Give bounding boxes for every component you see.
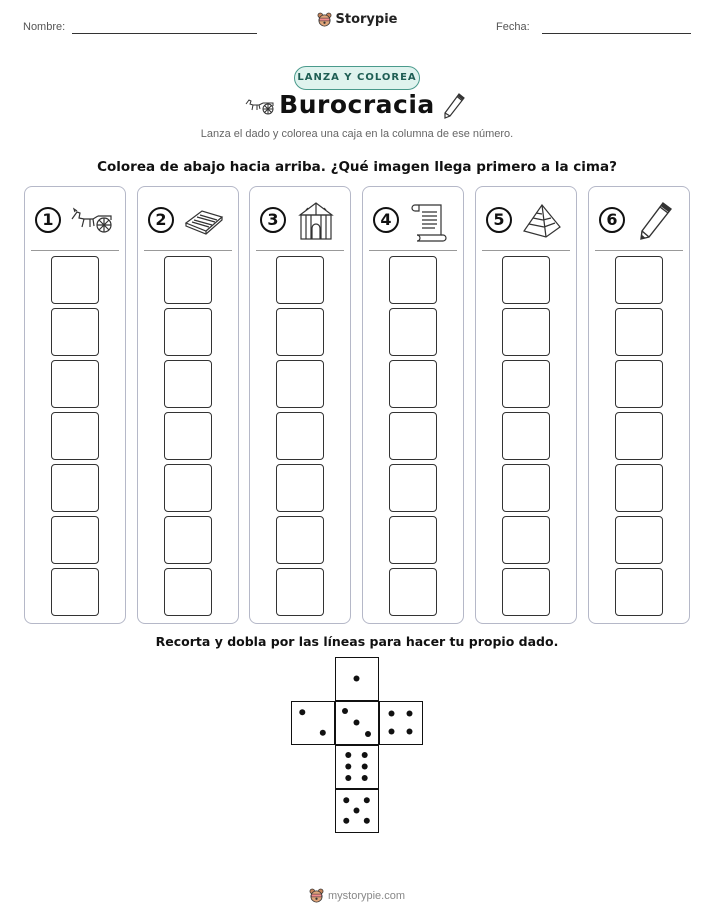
- color-box[interactable]: [51, 360, 99, 408]
- die-face-6: [335, 745, 379, 789]
- pencil-icon: [633, 199, 677, 243]
- color-box[interactable]: [164, 412, 212, 460]
- die-pip: [365, 731, 371, 737]
- column-divider: [31, 250, 119, 251]
- die-face-4: [379, 701, 423, 745]
- color-box[interactable]: [389, 464, 437, 512]
- color-box[interactable]: [51, 256, 99, 304]
- die-pip: [354, 676, 360, 682]
- color-box[interactable]: [502, 360, 550, 408]
- color-box[interactable]: [276, 308, 324, 356]
- color-box[interactable]: [502, 568, 550, 616]
- name-label: Nombre:: [23, 21, 66, 33]
- footer-url: mystorypie.com: [327, 889, 406, 902]
- die-pip: [345, 752, 351, 758]
- die-face-1: [335, 657, 379, 701]
- horse-chariot-icon: [69, 199, 113, 243]
- column-divider: [595, 250, 683, 251]
- color-box[interactable]: [389, 360, 437, 408]
- die-pip: [342, 708, 348, 714]
- column-6: [588, 186, 690, 624]
- color-box[interactable]: [51, 516, 99, 564]
- die-pip: [407, 729, 413, 735]
- die-pip: [389, 711, 395, 717]
- date-line[interactable]: [542, 33, 691, 34]
- column-divider: [482, 250, 570, 251]
- color-box[interactable]: [502, 256, 550, 304]
- color-box[interactable]: [276, 256, 324, 304]
- column-number: 3: [260, 207, 286, 233]
- die-pip: [354, 720, 360, 726]
- color-box[interactable]: [389, 568, 437, 616]
- die-pip: [343, 818, 349, 824]
- column-number: 1: [35, 207, 61, 233]
- column-number: 6: [599, 207, 625, 233]
- die-face-3: [335, 701, 379, 745]
- bear-logo-icon: [309, 888, 324, 903]
- die-pip: [320, 730, 326, 736]
- column-5: [475, 186, 577, 624]
- die-pip: [362, 775, 368, 781]
- die-pip: [354, 808, 360, 814]
- die-pip: [345, 775, 351, 781]
- column-3: [249, 186, 351, 624]
- die-pip: [364, 797, 370, 803]
- date-label: Fecha:: [496, 21, 530, 33]
- brand-name: Storypie: [335, 12, 398, 27]
- scroll-icon: [407, 199, 451, 243]
- die-pip: [362, 764, 368, 770]
- die-face-2: [291, 701, 335, 745]
- color-box[interactable]: [51, 412, 99, 460]
- color-box[interactable]: [389, 256, 437, 304]
- column-4: [362, 186, 464, 624]
- color-box[interactable]: [502, 516, 550, 564]
- brand: [0, 12, 714, 32]
- instruction-text: Colorea de abajo hacia arriba. ¿Qué imagen llega primero a la cima?: [97, 159, 617, 175]
- color-box[interactable]: [164, 308, 212, 356]
- color-box[interactable]: [615, 308, 663, 356]
- color-box[interactable]: [615, 464, 663, 512]
- column-number: 4: [373, 207, 399, 233]
- color-box[interactable]: [389, 516, 437, 564]
- die-face-5: [335, 789, 379, 833]
- color-box[interactable]: [164, 360, 212, 408]
- page-subtitle: Lanza el dado y colorea una caja en la columna de ese número.: [200, 128, 514, 140]
- color-box[interactable]: [276, 464, 324, 512]
- color-box[interactable]: [276, 516, 324, 564]
- die-pip: [299, 709, 305, 715]
- die-pip: [364, 818, 370, 824]
- color-box[interactable]: [51, 464, 99, 512]
- footer: [0, 888, 714, 908]
- die-pip: [389, 729, 395, 735]
- column-divider: [256, 250, 344, 251]
- pyramid-icon: [520, 199, 564, 243]
- color-box[interactable]: [164, 568, 212, 616]
- column-divider: [144, 250, 232, 251]
- activity-badge: LANZA Y COLOREA: [294, 66, 420, 90]
- name-line[interactable]: [72, 33, 257, 34]
- color-box[interactable]: [502, 464, 550, 512]
- color-box[interactable]: [615, 256, 663, 304]
- column-divider: [369, 250, 457, 251]
- color-box[interactable]: [502, 412, 550, 460]
- granary-icon: [294, 199, 338, 243]
- color-box[interactable]: [389, 308, 437, 356]
- column-1: [24, 186, 126, 624]
- clay-tablet-icon: [182, 199, 226, 243]
- page-title: Burocracia: [279, 90, 435, 119]
- bear-logo-icon: [317, 12, 332, 27]
- color-box[interactable]: [389, 412, 437, 460]
- color-box[interactable]: [164, 464, 212, 512]
- color-box[interactable]: [615, 412, 663, 460]
- die-pip: [362, 752, 368, 758]
- column-number: 2: [148, 207, 174, 233]
- color-box[interactable]: [51, 568, 99, 616]
- color-box[interactable]: [276, 412, 324, 460]
- color-box[interactable]: [164, 256, 212, 304]
- column-2: [137, 186, 239, 624]
- color-box[interactable]: [502, 308, 550, 356]
- pencil-icon: [442, 92, 466, 120]
- color-box[interactable]: [615, 360, 663, 408]
- die-pip: [345, 764, 351, 770]
- color-box[interactable]: [276, 568, 324, 616]
- color-box[interactable]: [615, 568, 663, 616]
- die-pip: [407, 711, 413, 717]
- column-number: 5: [486, 207, 512, 233]
- color-box[interactable]: [164, 516, 212, 564]
- color-box[interactable]: [276, 360, 324, 408]
- die-pip: [343, 797, 349, 803]
- color-box[interactable]: [615, 516, 663, 564]
- cut-instruction: Recorta y dobla por las líneas para hacer tu propio dado.: [155, 634, 559, 649]
- color-box[interactable]: [51, 308, 99, 356]
